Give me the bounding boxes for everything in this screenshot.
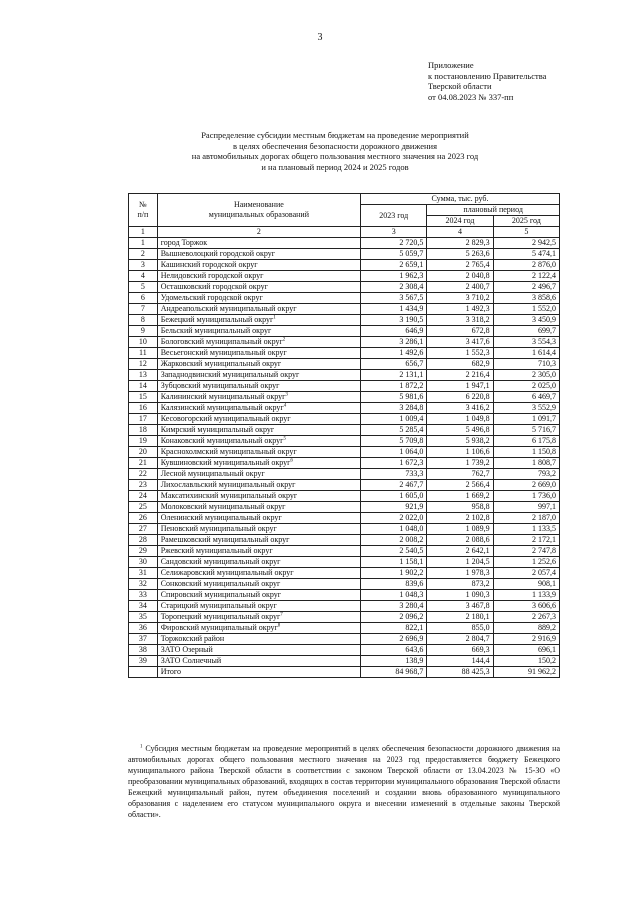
table-row [129,601,560,612]
table-row [129,414,560,425]
value-2025: 1 150,8 [493,447,559,458]
table-row [129,348,560,359]
value-2025: 889,2 [493,623,559,634]
municipality-name: Вышневолоцкий городской округ [157,249,360,260]
value-2023: 2 467,7 [361,480,427,491]
value-2025: 2 305,0 [493,370,559,381]
value-2023: 1 048,0 [361,524,427,535]
value-2025: 2 669,0 [493,480,559,491]
municipality-name: Сандовский муниципальный округ [157,557,360,568]
table-row [129,293,560,304]
row-number: 3 [129,260,158,271]
municipality-name: Калининский муниципальный округ$^3$ [157,392,360,403]
value-2024: 2 180,1 [427,612,493,623]
value-2025: 1 808,7 [493,458,559,469]
municipality-name: Бельский муниципальный округ [157,326,360,337]
value-2023: 1 492,6 [361,348,427,359]
municipality-name: Лихославльский муниципальный округ [157,480,360,491]
municipality-name: Фировский муниципальный округ$^8$ [157,623,360,634]
appendix-line: к постановлению Правительства [428,70,547,81]
row-number: 27 [129,524,158,535]
value-2024: 762,7 [427,469,493,480]
row-number: 6 [129,293,158,304]
row-number: 19 [129,436,158,447]
value-2025: 2 747,8 [493,546,559,557]
value-2025: 2 172,1 [493,535,559,546]
value-2025: 6 175,8 [493,436,559,447]
table-row [129,392,560,403]
value-2025: 5 474,1 [493,249,559,260]
table-row [129,403,560,414]
row-number: 17 [129,414,158,425]
value-2025: 1 133,5 [493,524,559,535]
municipality-name: Спировский муниципальный округ [157,590,360,601]
value-2025: 793,2 [493,469,559,480]
table-row [129,326,560,337]
value-2023: 1 064,0 [361,447,427,458]
value-2024: 88 425,3 [427,667,493,678]
value-2024: 1 947,1 [427,381,493,392]
table-row [129,645,560,656]
row-number: 35 [129,612,158,623]
row-number: 37 [129,634,158,645]
table-row [129,359,560,370]
municipality-name: Жарковский муниципальный округ [157,359,360,370]
value-2023: 646,9 [361,326,427,337]
table-row [129,370,560,381]
value-2024: 3 467,8 [427,601,493,612]
row-number: 30 [129,557,158,568]
row-number: 18 [129,425,158,436]
value-2025: 3 552,9 [493,403,559,414]
value-2024: 3 318,2 [427,315,493,326]
footnote-reference: 6 [290,458,293,464]
municipality-name: Бежецкий муниципальный округ$^1$ [157,315,360,326]
municipality-name: Весьегонский муниципальный округ [157,348,360,359]
header-sum: Сумма, тыс. руб. [361,194,560,205]
table-row [129,568,560,579]
municipality-name: Бологовский муниципальный округ$^2$ [157,337,360,348]
value-2024: 1 090,3 [427,590,493,601]
table-row [129,502,560,513]
value-2023: 1 672,3 [361,458,427,469]
value-2023: 2 720,5 [361,238,427,249]
table-row [129,656,560,667]
value-2024: 2 804,7 [427,634,493,645]
value-2025: 710,3 [493,359,559,370]
value-2025: 2 025,0 [493,381,559,392]
value-2023: 5 981,6 [361,392,427,403]
value-2025: 150,2 [493,656,559,667]
row-number: 11 [129,348,158,359]
appendix-line: Тверской области [428,81,492,91]
municipality-name: Оленинский муниципальный округ [157,513,360,524]
value-2023: 5 059,7 [361,249,427,260]
value-2024: 1 739,2 [427,458,493,469]
value-2024: 1 089,9 [427,524,493,535]
value-2023: 1 048,3 [361,590,427,601]
value-2023: 138,9 [361,656,427,667]
table-row [129,282,560,293]
row-number: 9 [129,326,158,337]
value-2024: 2 642,1 [427,546,493,557]
table-row [129,249,560,260]
value-2024: 6 220,8 [427,392,493,403]
table-row [129,513,560,524]
table-row [129,458,560,469]
value-2023: 2 022,0 [361,513,427,524]
row-number: 36 [129,623,158,634]
column-index: 1 [129,227,158,238]
value-2023: 3 280,4 [361,601,427,612]
row-number: 15 [129,392,158,403]
table-row [129,337,560,348]
value-2024: 144,4 [427,656,493,667]
municipality-name: Максатихинский муниципальный округ [157,491,360,502]
footnote-marker: 1 [140,744,143,750]
row-number: 33 [129,590,158,601]
table-row [129,579,560,590]
municipality-name: Андреапольский муниципальный округ [157,304,360,315]
value-2023: 2 096,2 [361,612,427,623]
value-2025: 1 252,6 [493,557,559,568]
footnote-reference: 4 [283,403,287,409]
row-number: 2 [129,249,158,260]
value-2025: 2 876,0 [493,260,559,271]
value-2024: 1 049,8 [427,414,493,425]
value-2023: 1 158,1 [361,557,427,568]
municipality-name: Пеновский муниципальный округ [157,524,360,535]
header-municipality: Наименование муниципальных образований [157,194,360,227]
value-2024: 2 765,4 [427,260,493,271]
value-2023: 839,6 [361,579,427,590]
column-index: 3 [361,227,427,238]
row-number: 23 [129,480,158,491]
page-number: 3 [317,32,323,43]
table-row [129,271,560,282]
table-row [129,546,560,557]
value-2023: 1 962,3 [361,271,427,282]
value-2025: 6 469,7 [493,392,559,403]
table-body [129,238,560,678]
value-2023: 921,9 [361,502,427,513]
appendix-note [428,60,628,102]
row-number: 34 [129,601,158,612]
table-row [129,612,560,623]
municipality-name: Зубцовский муниципальный округ [157,381,360,392]
value-2023: 5 709,8 [361,436,427,447]
value-2024: 855,0 [427,623,493,634]
municipality-name: Кувшиновский муниципальный округ$^6$ [157,458,360,469]
subsidy-table [128,193,560,678]
row-number: 12 [129,359,158,370]
value-2024: 2 102,8 [427,513,493,524]
municipality-name: ЗАТО Озерный [157,645,360,656]
value-2025: 2 496,7 [493,282,559,293]
value-2025: 2 267,3 [493,612,559,623]
municipality-name: город Торжок [157,238,360,249]
footnote [128,743,560,820]
table-row [129,524,560,535]
table-row [129,260,560,271]
footnote-reference: 7 [280,612,283,618]
row-number: 24 [129,491,158,502]
municipality-name: Западнодвинский муниципальный округ [157,370,360,381]
municipality-name: Сонковский муниципальный округ [157,579,360,590]
title-line: Распределение субсидии местным бюджетам на проведение мероприятий [201,130,469,140]
document-title [150,130,520,172]
appendix-line: от 04.08.2023 № 337-пп [428,91,514,102]
row-number: 16 [129,403,158,414]
municipality-name: Кесовогорский муниципальный округ [157,414,360,425]
row-number: 1 [129,238,158,249]
table-row [129,447,560,458]
header-2024: 2024 год [427,216,493,227]
value-2024: 1 552,3 [427,348,493,359]
municipality-name: Краснохолмский муниципальный округ [157,447,360,458]
value-2023: 1 872,2 [361,381,427,392]
municipality-name: Старицкий муниципальный округ [157,601,360,612]
municipality-name: Селижаровский муниципальный округ [157,568,360,579]
value-2024: 1 978,3 [427,568,493,579]
table-row [129,304,560,315]
value-2023: 2 308,4 [361,282,427,293]
table-row [129,535,560,546]
value-2025: 696,1 [493,645,559,656]
value-2023: 5 285,4 [361,425,427,436]
value-2023: 3 190,5 [361,315,427,326]
title-line: и на плановый период 2024 и 2025 годов [261,161,409,172]
row-number: 14 [129,381,158,392]
value-2023: 3 286,1 [361,337,427,348]
table-row [129,480,560,491]
row-number: 31 [129,568,158,579]
row-number: 21 [129,458,158,469]
value-2024: 3 710,2 [427,293,493,304]
value-2024: 669,3 [427,645,493,656]
value-2024: 3 416,2 [427,403,493,414]
row-number: 25 [129,502,158,513]
footnote-reference: 8 [277,623,281,629]
value-2024: 2 566,4 [427,480,493,491]
row-number: 39 [129,656,158,667]
table-row [129,469,560,480]
table-row [129,491,560,502]
table-row [129,667,560,678]
footnote-reference: 2 [282,337,286,343]
table-row [129,381,560,392]
value-2025: 91 962,2 [493,667,559,678]
row-number: 22 [129,469,158,480]
header-number: № п/п [129,194,158,227]
value-2023: 1 605,0 [361,491,427,502]
row-number [129,667,158,678]
value-2025: 699,7 [493,326,559,337]
row-number: 5 [129,282,158,293]
title-line: на автомобильных дорогах общего пользования местного значения на 2023 год [191,151,479,161]
municipality-name: ЗАТО Солнечный [157,656,360,667]
row-number: 7 [129,304,158,315]
value-2024: 1 106,6 [427,447,493,458]
value-2025: 908,1 [493,579,559,590]
footnote-reference: 3 [285,392,288,398]
value-2024: 5 263,6 [427,249,493,260]
value-2023: 656,7 [361,359,427,370]
municipality-name: Нелидовский городской округ [157,271,360,282]
row-number: 13 [129,370,158,381]
value-2025: 2 942,5 [493,238,559,249]
value-2024: 2 829,3 [427,238,493,249]
value-2025: 1 133,9 [493,590,559,601]
value-2023: 822,1 [361,623,427,634]
value-2025: 1 614,4 [493,348,559,359]
value-2025: 2 122,4 [493,271,559,282]
header-2025: 2025 год [493,216,559,227]
header-2023: 2023 год [361,205,427,227]
municipality-name: Кашинский городской округ [157,260,360,271]
value-2025: 2 187,0 [493,513,559,524]
value-2024: 2 216,4 [427,370,493,381]
value-2025: 1 091,7 [493,414,559,425]
row-number: 4 [129,271,158,282]
value-2025: 2 916,9 [493,634,559,645]
appendix-line: Приложение [428,60,474,70]
value-2023: 3 567,5 [361,293,427,304]
value-2024: 958,8 [427,502,493,513]
value-2025: 1 552,0 [493,304,559,315]
row-number: 32 [129,579,158,590]
row-number: 28 [129,535,158,546]
table-row [129,238,560,249]
table-row [129,436,560,447]
value-2024: 2 088,6 [427,535,493,546]
value-2024: 873,2 [427,579,493,590]
row-number: 10 [129,337,158,348]
value-2024: 1 204,5 [427,557,493,568]
table-row [129,315,560,326]
municipality-name: Молоковский муниципальный округ [157,502,360,513]
row-number: 38 [129,645,158,656]
title-line: в целях обеспечения безопасности дорожного движения [232,140,438,151]
row-number: 26 [129,513,158,524]
value-2023: 733,3 [361,469,427,480]
municipality-name: Итого [157,667,360,678]
municipality-name: Кимрский муниципальный округ [157,425,360,436]
value-2023: 84 968,7 [361,667,427,678]
value-2025: 5 716,7 [493,425,559,436]
table-row [129,590,560,601]
table-row [129,634,560,645]
value-2025: 1 736,0 [493,491,559,502]
table-row [129,425,560,436]
municipality-name: Калязинский муниципальный округ$^4$ [157,403,360,414]
value-2025: 3 554,3 [493,337,559,348]
column-index: 4 [427,227,493,238]
value-2024: 1 669,2 [427,491,493,502]
municipality-name: Ржевский муниципальный округ [157,546,360,557]
table-row [129,623,560,634]
value-2025: 997,1 [493,502,559,513]
table-row [129,557,560,568]
value-2025: 2 057,4 [493,568,559,579]
value-2024: 672,8 [427,326,493,337]
row-number: 8 [129,315,158,326]
value-2025: 3 606,6 [493,601,559,612]
column-index: 5 [493,227,559,238]
municipality-name: Конаковский муниципальный округ$^5$ [157,436,360,447]
value-2024: 5 938,2 [427,436,493,447]
value-2023: 2 659,1 [361,260,427,271]
municipality-name: Лесной муниципальный округ [157,469,360,480]
value-2023: 2 696,9 [361,634,427,645]
row-number: 20 [129,447,158,458]
value-2023: 2 540,5 [361,546,427,557]
municipality-name: Удомельский городской округ [157,293,360,304]
row-number: 29 [129,546,158,557]
header-planned-period: плановый период [427,205,560,216]
value-2023: 1 434,9 [361,304,427,315]
value-2024: 2 400,7 [427,282,493,293]
value-2024: 1 492,3 [427,304,493,315]
value-2023: 643,6 [361,645,427,656]
municipality-name: Торжокский район [157,634,360,645]
municipality-name: Рамешковский муниципальный округ [157,535,360,546]
footnote-reference: 1 [273,315,276,321]
footnote-reference: 5 [283,436,286,442]
value-2023: 3 284,8 [361,403,427,414]
value-2024: 5 496,8 [427,425,493,436]
value-2023: 1 009,4 [361,414,427,425]
value-2025: 3 450,9 [493,315,559,326]
footnote-text: Субсидия местным бюджетам на проведение мероприятий в целях обеспечения безопасности дорожного движения на автомобильных дорогах общего пользования местного значения на 2023 год предоставляется бюджету Бежецкого муниципального района Тверской области в соответствии с законом Тверской области от 13.04.2023 № 15-ЗО «О преобразовании муниципальных образований, входящих в состав территории муниципального образования Тверской области Бежецкий муниципальный район, путем объединения поселений и создании вновь образованного муниципального образования с наделением его статусом муниципального округа и внесении изменений в отдельные законы Тверской области». [128,744,560,819]
municipality-name: Торопецкий муниципальный округ$^7$ [157,612,360,623]
value-2025: 3 858,6 [493,293,559,304]
municipality-name: Осташковский городской округ [157,282,360,293]
value-2024: 682,9 [427,359,493,370]
value-2024: 3 417,6 [427,337,493,348]
value-2023: 2 008,2 [361,535,427,546]
column-index: 2 [157,227,360,238]
value-2023: 1 902,2 [361,568,427,579]
value-2023: 2 131,1 [361,370,427,381]
value-2024: 2 040,8 [427,271,493,282]
